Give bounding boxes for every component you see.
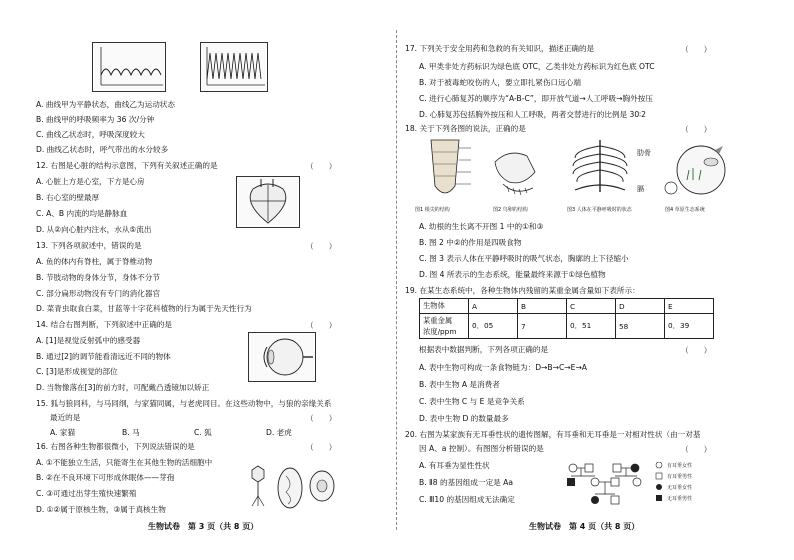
q14-answer-paren: （ ） <box>306 321 337 330</box>
table-header-cell: 生物体 <box>420 299 469 314</box>
q13-option-a: A. 鱼的体内有脊柱，属于脊椎动物 <box>36 257 153 266</box>
legend-item: 无耳垂女性 <box>667 485 693 491</box>
q16-option-b: B. ②在不良环境下可形成休眠体——芽孢 <box>36 473 175 482</box>
fig1-caption: 图1 根尖的结构 <box>415 207 450 213</box>
breathing-curve-graph-2 <box>200 42 268 92</box>
q17-answer-paren: （ ） <box>681 45 712 54</box>
q18-option-d: D. 图 4 所表示的生态系统，能量最终来源于①绿色植物 <box>419 270 606 279</box>
q11-option-a: A. 曲线甲为平静状态，曲线乙为运动状态 <box>36 100 175 109</box>
q12-option-b: B. 右心室的壁最厚 <box>36 193 100 202</box>
q17-option-c: C. 进行心肺复苏的顺序为“A-B-C”，即开放气道→人工呼吸→胸外按压 <box>419 94 653 103</box>
q19-option-d: D. 表中生物 D 的数量最多 <box>419 414 509 423</box>
q15-option-a: A. 家猫 <box>50 428 76 437</box>
microorganism-diagram <box>244 460 336 514</box>
q12-answer-paren: （ ） <box>306 162 337 171</box>
q15-answer-paren: （ ） <box>306 414 337 423</box>
q20-answer-paren: （ ） <box>681 445 712 454</box>
diaphragm-label: 膈 <box>637 185 644 193</box>
heavy-metal-table <box>419 298 714 339</box>
table-header-cell: E <box>665 299 714 314</box>
q16-stem: 16. 右图各种生物都很微小，下列说法错误的是 <box>36 442 195 451</box>
table-row <box>420 314 714 339</box>
q14-option-d: D. 当物像落在[3]的前方时，可配戴凸透镜加以矫正 <box>36 383 210 392</box>
page-footer-right: 生物试卷 第 4 页（共 8 页） <box>529 522 640 531</box>
q16-option-d: D. ①②属于原核生物，③属于真核生物 <box>36 505 166 514</box>
table-header-cell: C <box>567 299 616 314</box>
table-cell: 0．51 <box>567 314 616 339</box>
table-cell: 0．05 <box>469 314 518 339</box>
ribcage-figure <box>565 136 635 206</box>
q16-option-a: A. ①不能独立生活，只能寄生在其他生物的活细胞中 <box>36 458 213 467</box>
bird-skull-figure <box>489 142 549 202</box>
q18-stem: 18. 关于下列各图的说法，正确的是 <box>405 124 526 133</box>
rib-label: 肋骨 <box>637 149 651 157</box>
right-page <box>397 0 794 560</box>
q15-option-d: D. 老虎 <box>266 428 292 437</box>
q11-option-c: C. 曲线乙状态时，呼吸深度较大 <box>36 130 145 139</box>
q17-stem: 17. 下列关于安全用药和急救的有关知识，描述正确的是 <box>405 44 595 53</box>
q16-answer-paren: （ ） <box>306 443 337 452</box>
q15-stem-line1: 15. 狐与狼同科，与马同纲，与家猫同属，与老虎同目。在这些动物中，与狼的亲缘关系 <box>36 399 332 408</box>
q15-stem-line2: 最近的是 <box>50 413 81 422</box>
q12-option-d: D. 从②向心脏内注水，水从⑤流出 <box>36 225 152 234</box>
q19-stem2: 根据表中数据判断，下列各项正确的是 <box>419 345 549 354</box>
breathing-curve-graph-1 <box>92 42 166 92</box>
table-header-cell: A <box>469 299 518 314</box>
q20-stem-line2: 因 A、a 控制）。有图图分析错误的是 <box>419 444 544 453</box>
table-cell: 58 <box>616 314 665 339</box>
q13-option-c: C. 部分扁形动物没有专门的消化器官 <box>36 289 161 298</box>
pedigree-chart <box>565 462 649 510</box>
q17-option-a: A. 甲类非处方药标识为绿色底 OTC，乙类非处方药标识为红色底 OTC <box>419 62 655 71</box>
q18-option-a: A. 幼根的生长离不开图 1 中的①和③ <box>419 222 544 231</box>
q14-option-b: B. 通过[2]的调节能看清远近不同的物体 <box>36 352 171 361</box>
q13-stem: 13. 下列各项叙述中，错误的是 <box>36 241 142 250</box>
table-cell: 0．39 <box>665 314 714 339</box>
root-tip-figure <box>415 138 475 204</box>
eye-diagram <box>248 332 316 382</box>
q11-option-d: D. 曲线乙状态时，呼气带出的水分较多 <box>36 145 169 154</box>
q17-option-d: D. 心肺复苏包括胸外按压和人工呼吸，两者交替进行的比例是 30∶2 <box>419 110 646 119</box>
q13-option-b: B. 节肢动物的身体分节，身体不分节 <box>36 273 160 282</box>
q15-option-b: B. 马 <box>122 428 140 437</box>
q11-option-b: B. 曲线甲的呼吸频率为 36 次/分钟 <box>36 115 155 124</box>
q19-answer-paren: （ ） <box>681 346 712 355</box>
q14-stem: 14. 结合右图判断，下列叙述中正确的是 <box>36 320 172 329</box>
q18-option-b: B. 图 2 中②的作用是四吸食物 <box>419 238 522 247</box>
table-row-label <box>420 314 469 339</box>
fig2-caption: 图2 鸟卵的结构 <box>493 207 528 213</box>
q16-option-c: C. ③可通过出芽生殖快速繁殖 <box>36 489 137 498</box>
q19-option-c: C. 表中生物 C 与 E 是竞争关系 <box>419 397 525 406</box>
q15-option-c: C. 狐 <box>194 428 212 437</box>
q20-stem-line1: 20. 右图为某家族有无耳垂性状的遗传图解，有耳垂和无耳垂是一对相对性状（由一对基 <box>405 430 701 439</box>
heart-diagram <box>236 176 300 228</box>
q13-option-d: D. 菜青虫取食白菜，甘蓝等十字花科植物的行为属于先天性行为 <box>36 304 252 313</box>
table-header-cell: B <box>518 299 567 314</box>
grassland-ecosystem-figure <box>659 140 743 204</box>
table-header-row <box>420 299 714 314</box>
row-label-line1: 某重金属 <box>423 316 453 325</box>
q17-option-b: B. 对于被毒蛇咬伤的人，要立即扎紧伤口远心端 <box>419 78 581 87</box>
table-cell: 7 <box>518 314 567 339</box>
q18-option-c: C. 图 3 表示人体在平静呼吸时的吸气状态，胸廓的上下径缩小 <box>419 254 629 263</box>
legend-item: 有耳垂女性 <box>667 463 693 469</box>
q19-stem: 19. 在某生态系统中，各种生物体内残留的某重金属含量如下表所示： <box>405 286 640 295</box>
table-header-cell: D <box>616 299 665 314</box>
row-label-line2: 浓度/ppm <box>423 327 457 336</box>
q12-option-a: A. 心脏上方是心室，下方是心房 <box>36 177 145 186</box>
legend-symbols <box>655 462 665 504</box>
legend-item: 无耳垂男性 <box>667 496 693 502</box>
q20-option-b: B. Ⅱ8 的基因组成一定是 Aa <box>419 478 514 487</box>
q19-option-b: B. 表中生物 A 是消费者 <box>419 380 500 389</box>
page-footer-left: 生物试卷 第 3 页（共 8 页） <box>148 522 259 531</box>
q14-option-c: C. [3]是形成视觉的部位 <box>36 367 118 376</box>
q18-answer-paren: （ ） <box>681 125 712 134</box>
fig4-caption: 图4 草原生态系统 <box>665 207 705 213</box>
q12-stem: 12. 右图是心脏的结构示意图，下列有关叙述正确的是 <box>36 161 218 170</box>
legend-item: 有耳垂男性 <box>667 474 693 480</box>
q14-option-a: A. [1]是视觉反射弧中的感受器 <box>36 336 141 345</box>
q12-option-c: C. A、B 内流的均是静脉血 <box>36 209 128 218</box>
q19-option-a: A. 表中生物可构成一条食物链为：D→B→C→E→A <box>419 363 588 372</box>
fig3-caption: 图3 人体在平静呼吸时的状态 <box>567 207 632 213</box>
q20-option-a: A. 有耳垂为显性性状 <box>419 461 490 470</box>
q13-answer-paren: （ ） <box>306 242 337 251</box>
q20-option-c: C. Ⅲ10 的基因组成无法确定 <box>419 495 515 504</box>
